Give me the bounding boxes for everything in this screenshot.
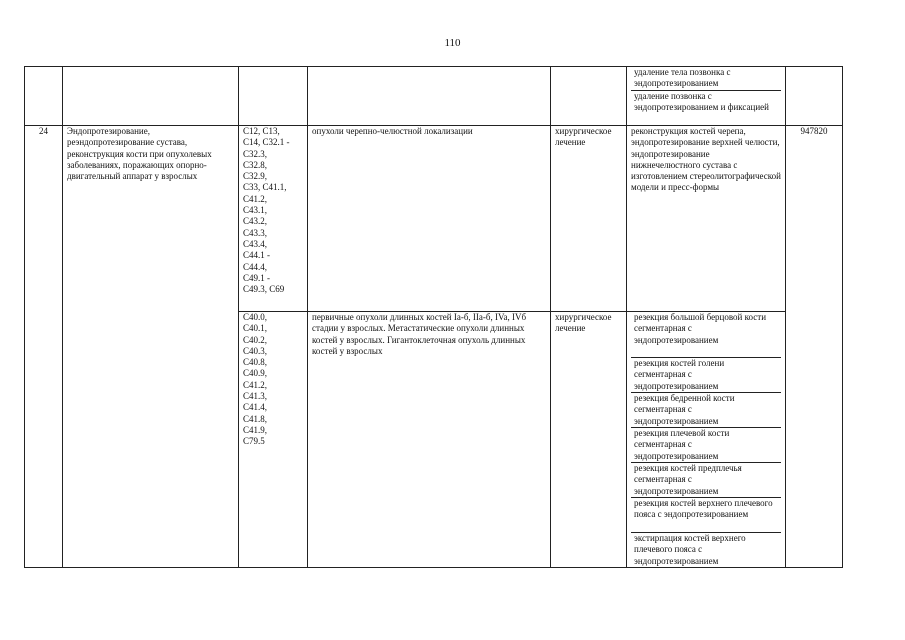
method-cell: [627, 67, 786, 126]
icd-code: C43.2,: [243, 216, 268, 227]
name-cell: [63, 67, 239, 126]
service-name: Эндопротезирование, реэндопротезирование сустава, реконструкция кости при опухолевых заболеваниях, поражающих опорно-двигательный аппарат у взрослых: [63, 126, 239, 568]
icd-code: C41.2,: [243, 193, 268, 204]
method-cell: [627, 312, 786, 568]
method-item: резекция костей верхнего плечевого пояса с эндопротезированием: [631, 498, 781, 533]
icd-code: C40.9,: [243, 368, 268, 379]
continuation-row: [25, 67, 843, 126]
icd-code: C40.8,: [243, 357, 268, 368]
treatment-type: хирургическое лечение: [551, 126, 627, 312]
icd-code: C12, C13,: [243, 126, 280, 136]
table-row: [25, 126, 843, 312]
icd-code: C41.2,: [243, 379, 268, 390]
method-list: [631, 312, 781, 567]
patient-model: опухоли черепно-челюстной локализации: [308, 126, 551, 312]
icd-code: C40.2,: [243, 334, 268, 345]
method-item: резекция костей голени сегментарная с эндопротезированием: [631, 358, 781, 393]
icd-code: C41.4,: [243, 402, 268, 413]
icd-code: C41.3,: [243, 391, 268, 402]
treatment-cell: [551, 67, 627, 126]
icd-code: C43.3,: [243, 227, 268, 238]
icd-code: C43.4,: [243, 238, 268, 249]
page-number: 110: [444, 37, 461, 49]
icd-code: C40.1,: [243, 323, 268, 334]
icd-code: C44.1 -: [243, 250, 270, 261]
method-item: удаление тела позвонка с эндопротезированием: [631, 67, 781, 91]
method-item: резекция большой берцовой кости сегментарная с эндопротезированием: [631, 312, 781, 358]
icd-code: C32.8,: [243, 159, 268, 170]
patient-model: первичные опухоли длинных костей Ia-б, IIa-б, IVa, IVб стадии у взрослых. Метастатические опухоли длинных костей у взрослых. Гигантоклеточная опухоль длинных костей у взрослых: [308, 312, 551, 568]
treatment-method: реконструкция костей черепа, эндопротезирование верхней челюсти, эндопротезирование нижнечелюстного сустава с изготовлением стереолитографической модели и пресс-формы: [627, 126, 786, 312]
icd-codes: [239, 126, 308, 312]
icd-codes: [239, 312, 308, 568]
treatment-table: [24, 66, 843, 568]
icd-code: C41.9,: [243, 424, 268, 435]
icd-code: C43.1,: [243, 205, 268, 216]
row-number-cell: [25, 67, 63, 126]
icd-code: C14, C32.1 -: [243, 137, 290, 148]
icd-code: C33, C41.1,: [243, 182, 287, 193]
icd-code: C32.3,: [243, 148, 268, 159]
method-item: резекция бедренной кости сегментарная с эндопротезированием: [631, 393, 781, 428]
icd-code: C49.3, C69: [243, 284, 285, 295]
method-item: резекция плечевой кости сегментарная с эндопротезированием: [631, 428, 781, 463]
icd-code: C32.9,: [243, 171, 268, 182]
treatment-type: хирургическое лечение: [551, 312, 627, 568]
method-item: резекция костей предплечья сегментарная с эндопротезированием: [631, 463, 781, 498]
cost-cell: [786, 67, 843, 126]
cost-value: 947820: [786, 126, 843, 568]
method-item: экстирпация костей верхнего плечевого пояса с эндопротезированием: [634, 533, 746, 566]
method-list: [631, 67, 781, 125]
row-number: 24: [25, 126, 63, 568]
icd-code: C44.4,: [243, 261, 268, 272]
icd-code: C41.8,: [243, 413, 268, 424]
icd-code: C40.0,: [243, 312, 268, 322]
codes-cell: [239, 67, 308, 126]
method-item: удаление позвонка с эндопротезированием и фиксацией: [634, 91, 769, 113]
icd-code: C79.5: [243, 436, 265, 447]
icd-code: C40.3,: [243, 345, 268, 356]
icd-code: C49.1 -: [243, 272, 270, 283]
model-cell: [308, 67, 551, 126]
